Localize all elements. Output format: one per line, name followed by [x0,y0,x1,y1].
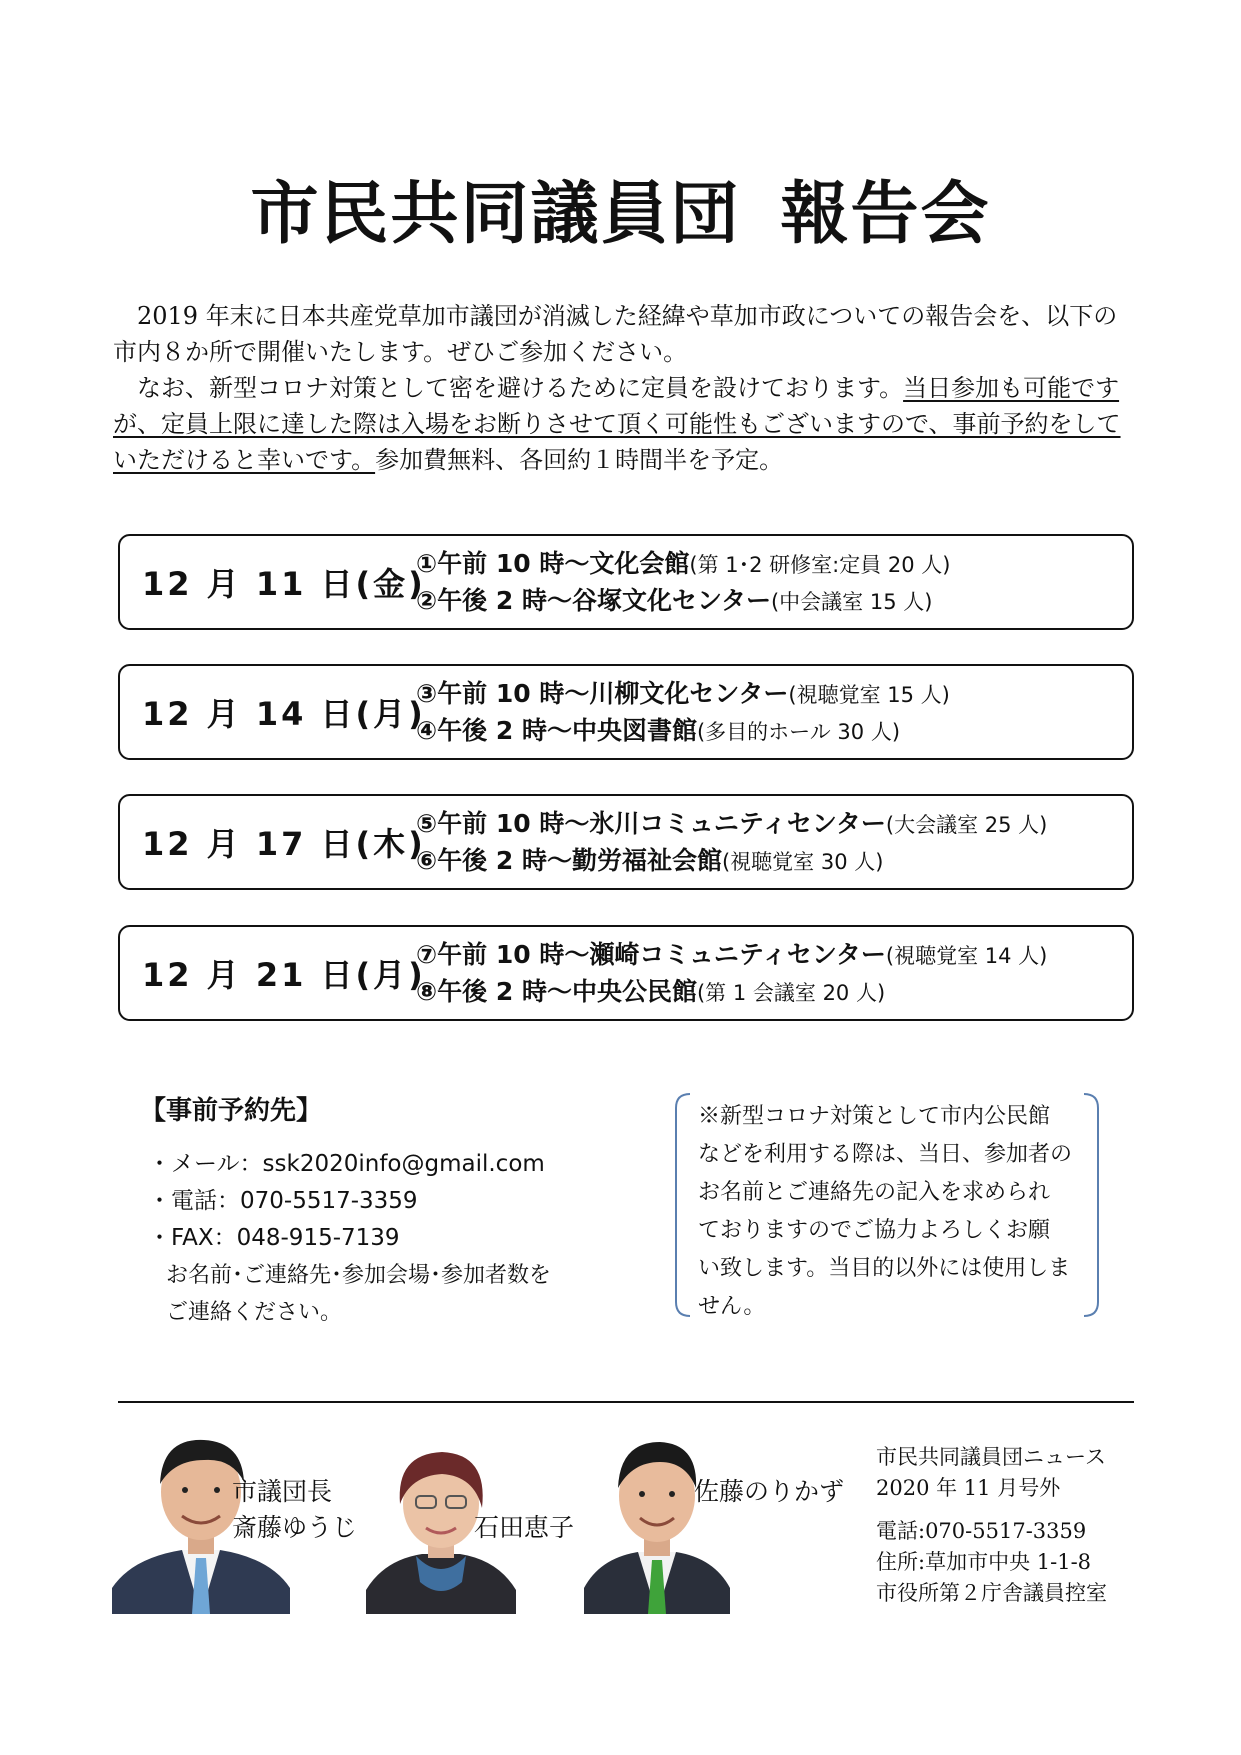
notice-text [698,1098,1090,1326]
session-line [416,583,1124,620]
footer-divider [118,1401,1134,1403]
schedule-sessions [416,937,1124,1011]
reservation-mail: ・メール：ssk2020info@gmail.com [148,1151,545,1177]
member-name: 斎藤ゆうじ [232,1513,358,1542]
page-title [0,160,1241,257]
session-line [416,546,1124,583]
session-main: ③午前 10 時～川柳文化センター [416,679,789,708]
session-main: ④午後 2 時～中央図書館 [416,716,697,745]
session-detail: (視聴覚室 30 人) [721,850,884,874]
session-detail: (視聴覚室 14 人) [885,944,1048,968]
footer-info [876,1442,1107,1609]
schedule-box [118,925,1134,1021]
schedule-sessions [416,546,1124,620]
notice-line: い致します。当目的以外には使用しま [698,1256,1071,1281]
schedule-date: 12 月 21 日(月) [142,956,426,994]
reservation-heading: 【事前予約先】 [140,1096,323,1126]
member-name: 石田恵子 [474,1513,575,1542]
schedule-date: 12 月 17 日(木) [142,825,426,863]
schedule-box [118,794,1134,890]
intro-plain: なお、新型コロナ対策として密を避けるために定員を設けております。 [137,374,904,402]
reservation-list [148,1146,551,1331]
session-main: ⑥午後 2 時～勤労福祉会館 [416,846,722,875]
intro-tail: 参加費無料、各回約１時間半を予定。 [375,446,784,474]
session-detail: (中会議室 15 人) [770,590,933,614]
intro-text [113,298,1138,478]
schedule-box [118,664,1134,760]
schedule-sessions [416,676,1124,750]
notice-line: お名前とご連絡先の記入を求められ [698,1180,1051,1205]
footer-address: 住所:草加市中央 1-1-8 [876,1550,1092,1574]
intro-underlined: 当日参加も可能ですが、定員上限に達した際は入場をお断りさせて頂く可能性もございますので、事前予約をしていただけると幸いです。 [113,374,1121,474]
reservation-note-1: お名前･ご連絡先･参加会場･参加者数を [166,1263,552,1288]
session-main: ⑤午前 10 時～氷川コミュニティセンター [416,809,886,838]
intro-paragraph-1: 2019 年末に日本共産党草加市議団が消滅した経緯や草加市政についての報告会を、以下の市内８か所で開催いたします。ぜひご参加ください。 [113,302,1118,366]
reservation-phone: ・電話：070-5517-3359 [148,1188,418,1214]
session-detail: (多目的ホール 30 人) [696,720,901,744]
title-part2: 報告会 [780,175,991,254]
session-line [416,937,1124,974]
footer-issue: 2020 年 11 月号外 [876,1476,1061,1500]
session-detail: (第 1･2 研修室:定員 20 人) [689,553,951,577]
session-line [416,713,1124,750]
notice-line: せん。 [698,1294,766,1319]
footer-tel: 電話:070-5517-3359 [876,1519,1087,1543]
schedule-date: 12 月 14 日(月) [142,695,426,733]
notice-line: などを利用する際は、当日、参加者の [698,1142,1073,1167]
schedule-box [118,534,1134,630]
session-line [416,843,1124,880]
member-photo-sato [584,1424,730,1614]
covid-notice [672,1092,1102,1318]
session-main: ⑧午後 2 時～中央公民館 [416,977,697,1006]
session-detail: (視聴覚室 15 人) [788,683,950,707]
reservation-fax: ・FAX：048-915-7139 [148,1225,400,1251]
member-role: 市議団長 [232,1477,333,1506]
title-part1: 市民共同議員団 [250,175,741,254]
schedule-sessions [416,806,1124,880]
session-main: ①午前 10 時～文化会館 [416,549,690,578]
session-line [416,676,1124,713]
notice-line: ※新型コロナ対策として市内公民館 [698,1104,1051,1129]
reservation-note-2: ご連絡ください。 [166,1300,343,1325]
session-detail: (第 1 会議室 20 人) [696,981,886,1005]
schedule-date: 12 月 11 日(金) [142,565,426,603]
notice-line: ておりますのでご協力よろしくお願 [698,1218,1051,1243]
footer-news: 市民共同議員団ニュース [876,1445,1106,1469]
session-detail: (大会議室 25 人) [885,813,1048,837]
member-name: 佐藤のりかず [694,1477,845,1506]
session-line [416,974,1124,1011]
session-main: ⑦午前 10 時～瀬崎コミュニティセンター [416,940,886,969]
session-line [416,806,1124,843]
session-main: ②午後 2 時～谷塚文化センター [416,586,771,615]
intro-paragraph-2 [113,370,1138,478]
footer-room: 市役所第２庁舎議員控室 [876,1581,1107,1605]
